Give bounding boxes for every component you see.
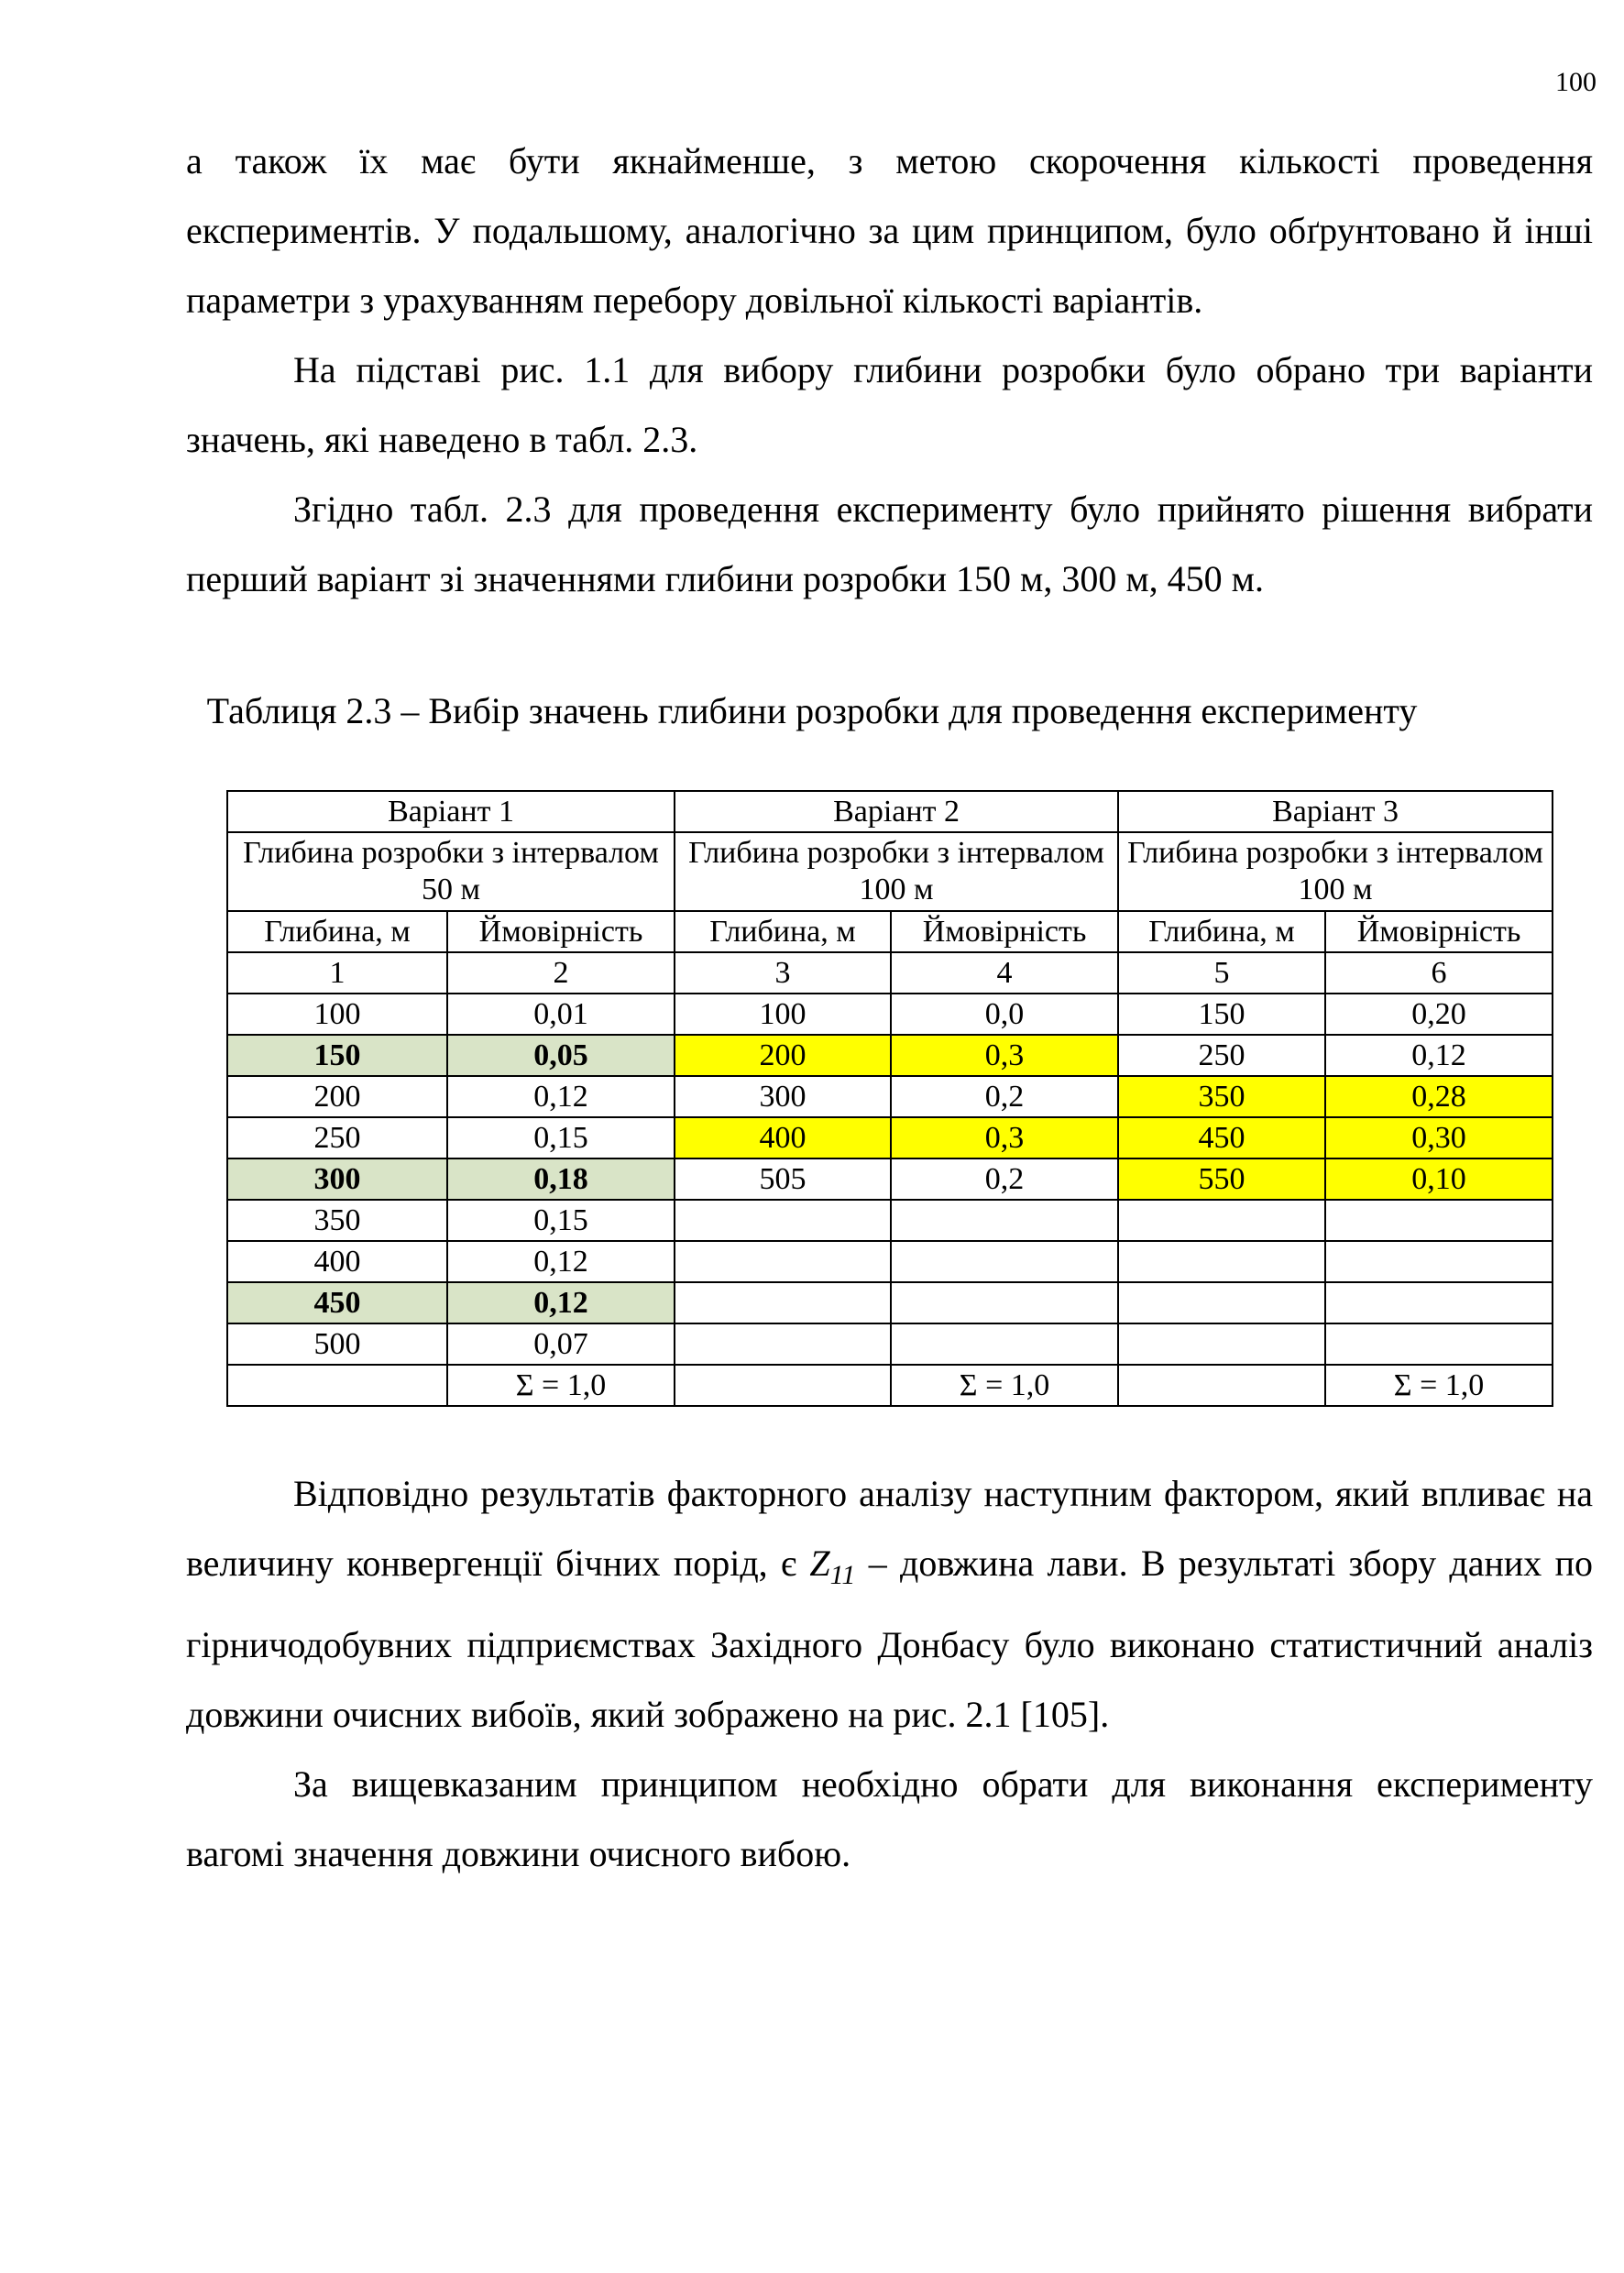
table-row — [227, 1035, 1553, 1076]
column-number: 1 — [227, 952, 447, 994]
column-number: 4 — [891, 952, 1118, 994]
table-cell: 150 — [1118, 994, 1325, 1035]
table-cell: 150 — [227, 1035, 447, 1076]
table-row — [227, 1200, 1553, 1241]
table-cell: 0,07 — [447, 1323, 675, 1365]
column-number: 5 — [1118, 952, 1325, 994]
table-cell: 0,15 — [447, 1200, 675, 1241]
table-cell — [891, 1200, 1118, 1241]
column-number: 3 — [675, 952, 891, 994]
column-header: Глибина, м — [227, 911, 447, 952]
table-caption: Таблиця 2.3 – Вибір значень глибини розробки для проведення експерименту — [206, 690, 1418, 731]
table-cell — [1325, 1323, 1553, 1365]
table-cell: 100 — [227, 994, 447, 1035]
paragraph-depth-variants: На підставі рис. 1.1 для вибору глибини розробки було обрано три варіанти значень, які наведено в табл. 2.3. — [186, 349, 1593, 460]
table-cell: 550 — [1118, 1158, 1325, 1200]
table-cell: 0,10 — [1325, 1158, 1553, 1200]
table-cell: 350 — [1118, 1076, 1325, 1117]
table-cell: 0,01 — [447, 994, 675, 1035]
column-number-row — [227, 952, 1553, 994]
page-number: 100 — [1555, 67, 1597, 97]
column-header-row — [227, 911, 1553, 952]
table-cell — [675, 1323, 891, 1365]
table-cell — [1118, 1241, 1325, 1282]
interval-header: Глибина розробки з інтервалом 100 м — [1118, 832, 1553, 911]
table-cell: 0,05 — [447, 1035, 675, 1076]
sum-cell: Σ = 1,0 — [1325, 1365, 1553, 1406]
sum-cell — [1118, 1365, 1325, 1406]
table-cell: 100 — [675, 994, 891, 1035]
column-number: 6 — [1325, 952, 1553, 994]
sum-cell: Σ = 1,0 — [891, 1365, 1118, 1406]
table-row — [227, 1241, 1553, 1282]
paragraph-principle: За вищевказаним принципом необхідно обрати для виконання експерименту вагомі значення довжини очисного вибою. — [186, 1763, 1593, 1874]
table-cell: 505 — [675, 1158, 891, 1200]
table-cell: 0,12 — [447, 1282, 675, 1323]
table-cell: 400 — [227, 1241, 447, 1282]
table-cell: 250 — [1118, 1035, 1325, 1076]
table-cell: 200 — [227, 1076, 447, 1117]
table-cell — [891, 1323, 1118, 1365]
table-cell: 450 — [227, 1282, 447, 1323]
paragraph-selected-variant: Згідно табл. 2.3 для проведення експерименту було прийнято рішення вибрати перший варіант зі значеннями глибини розробки 150 м, 300 м, 450 м. — [186, 489, 1593, 599]
sum-cell — [675, 1365, 891, 1406]
table-cell: 0,2 — [891, 1158, 1118, 1200]
table-cell — [1325, 1282, 1553, 1323]
table-cell — [1325, 1241, 1553, 1282]
table-cell: 400 — [675, 1117, 891, 1158]
depth-selection-table — [226, 790, 1553, 1407]
table-cell: 0,3 — [891, 1117, 1118, 1158]
table-cell — [675, 1282, 891, 1323]
z11-symbol: $Z_{11}$ — [809, 1543, 856, 1590]
table-cell — [675, 1200, 891, 1241]
variant-header: Варіант 3 — [1118, 791, 1553, 832]
column-header: Ймовірність — [891, 911, 1118, 952]
column-header: Глибина, м — [1118, 911, 1325, 952]
variant-header: Варіант 1 — [227, 791, 675, 832]
variant-header-row — [227, 791, 1553, 832]
table-cell: 0,15 — [447, 1117, 675, 1158]
table-cell: 250 — [227, 1117, 447, 1158]
table-cell — [1118, 1282, 1325, 1323]
table-row — [227, 1323, 1553, 1365]
table-cell: 350 — [227, 1200, 447, 1241]
table-cell: 0,0 — [891, 994, 1118, 1035]
table-cell: 0,28 — [1325, 1076, 1553, 1117]
table-row — [227, 1117, 1553, 1158]
column-header: Глибина, м — [675, 911, 891, 952]
interval-header-row — [227, 832, 1553, 911]
interval-header: Глибина розробки з інтервалом 50 м — [227, 832, 675, 911]
table-cell — [1325, 1200, 1553, 1241]
table-cell: 0,12 — [1325, 1035, 1553, 1076]
table-cell: 0,30 — [1325, 1117, 1553, 1158]
sum-cell: Σ = 1,0 — [447, 1365, 675, 1406]
sum-cell — [227, 1365, 447, 1406]
table-cell — [1118, 1200, 1325, 1241]
column-header: Ймовірність — [447, 911, 675, 952]
table-cell: 0,3 — [891, 1035, 1118, 1076]
table-cell: 300 — [675, 1076, 891, 1117]
table-row — [227, 1076, 1553, 1117]
table-cell: 0,12 — [447, 1076, 675, 1117]
table-cell: 500 — [227, 1323, 447, 1365]
variant-header: Варіант 2 — [675, 791, 1118, 832]
interval-header: Глибина розробки з інтервалом 100 м — [675, 832, 1118, 911]
table-row — [227, 1158, 1553, 1200]
body-text-bottom — [186, 1459, 1593, 1889]
column-header: Ймовірність — [1325, 911, 1553, 952]
sum-row — [227, 1365, 1553, 1406]
table-cell: 200 — [675, 1035, 891, 1076]
table-cell — [675, 1241, 891, 1282]
column-number: 2 — [447, 952, 675, 994]
table-cell — [891, 1241, 1118, 1282]
table-cell — [891, 1282, 1118, 1323]
body-text-top — [186, 126, 1593, 614]
table-cell — [1118, 1323, 1325, 1365]
table-cell: 0,12 — [447, 1241, 675, 1282]
table-cell: 0,20 — [1325, 994, 1553, 1035]
table-cell: 450 — [1118, 1117, 1325, 1158]
table-row — [227, 994, 1553, 1035]
paragraph-factor-analysis: Відповідно результатів факторного аналізу наступним фактором, який впливає на величину конвергенції бічних порід, є $Z_{11}$ – довжина лави. В результаті збору даних по гірничодобувних підприємствах Західного Донбасу було виконано статистичний аналіз довжини очисних вибоїв, який зображено на рис. 2.1 [105]. — [186, 1473, 1593, 1735]
table-cell: 0,18 — [447, 1158, 675, 1200]
table-row — [227, 1282, 1553, 1323]
table-cell: 300 — [227, 1158, 447, 1200]
table-cell: 0,2 — [891, 1076, 1118, 1117]
paragraph-continuation: а також їх має бути якнайменше, з метою скорочення кількості проведення експериментів. У подальшому, аналогічно за цим принципом, було обґрунтовано й інші параметри з урахуванням перебору довільної кількості варіантів. — [186, 140, 1593, 321]
